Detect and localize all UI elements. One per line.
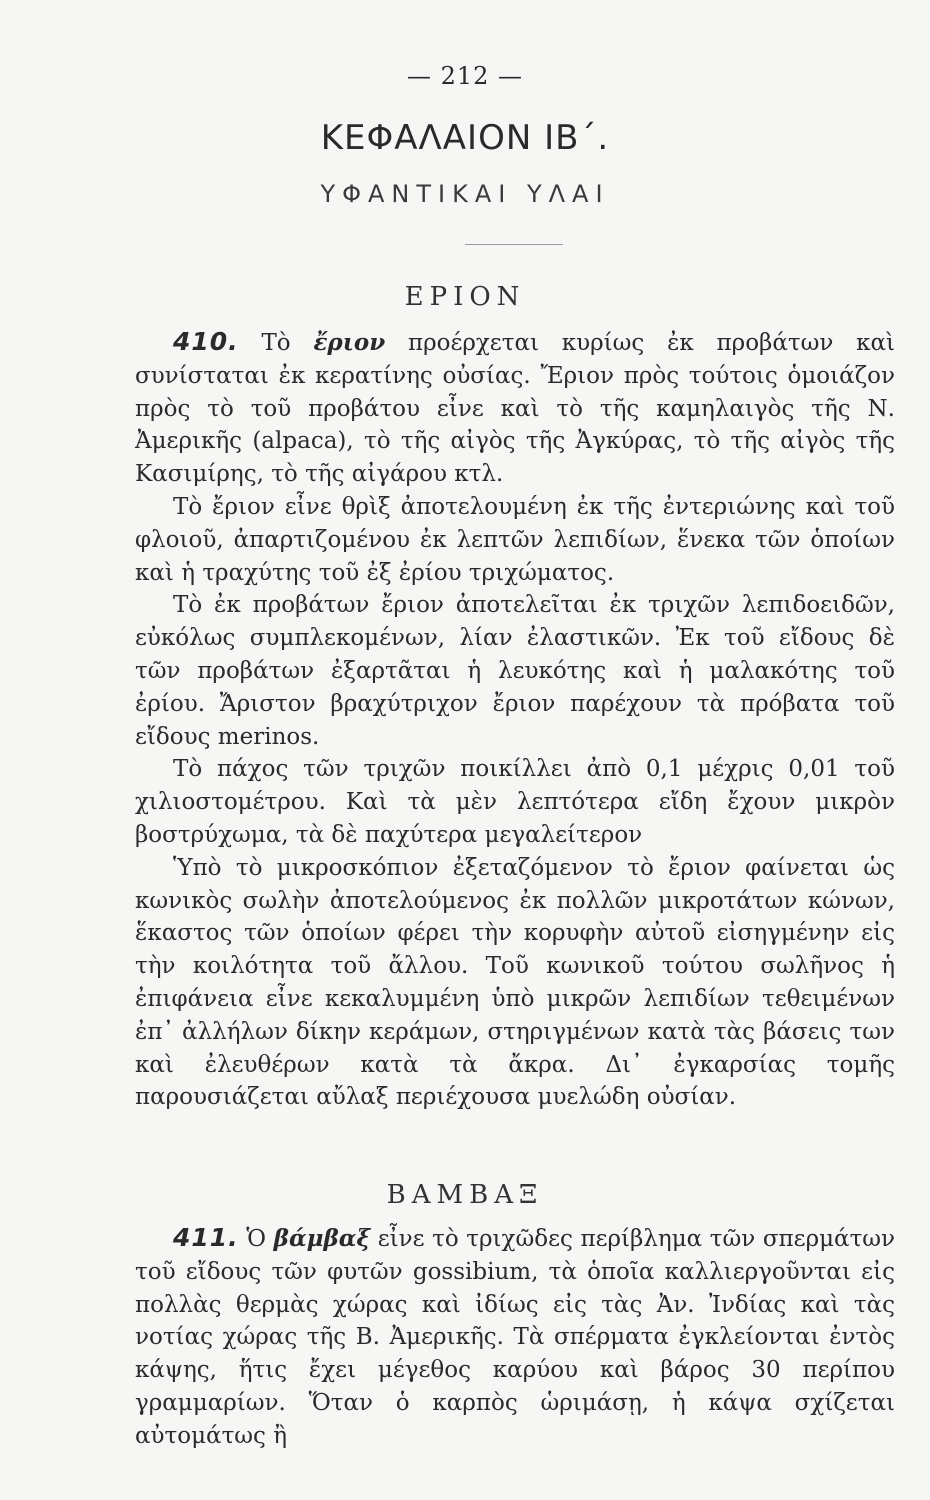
chapter-title: ΚΕΦΑΛΑΙΟΝ ΙΒ΄. [320,118,610,158]
paragraph: Τὸ ἔριον εἶνε θρὶξ ἀποτελουμένη ἐκ τῆς ἐντεριώνης καὶ τοῦ φλοιοῦ, ἀπαρτιζομένου ἐκ λεπτῶν λεπιδίων, ἕνεκα τῶν ὁποίων καὶ ἡ τραχύτης τοῦ ἐξ ἐρίου τριχώματος. [135,493,895,586]
term-wool: ἔριον [313,329,386,356]
divider-rule [465,244,563,245]
paragraph-number: 411. [173,1223,239,1252]
chapter-subtitle: ΥΦΑΝΤΙΚΑΙ ΥΛΑΙ [320,180,610,208]
section-body-wool [135,326,895,1114]
paragraph-text: προέρχεται κυρίως ἐκ προβάτων καὶ συνίσταται ἐκ κερατίνης οὐσίας. Ἔριον πρὸς τούτοις ὁμοιάζον πρὸς τὸ τοῦ προβάτου εἶνε καὶ τὸ τῆς καμηλαιγὸς τῆς Ν. Ἀμερικῆς (alpaca), τὸ τῆς αἰγὸς τῆς Ἀγκύρας, τὸ τῆς αἰγὸς τῆς Κασιμίρης, τὸ τῆς αἰγάρου κτλ. [135,330,896,488]
page-number: — 212 — [406,62,524,90]
paragraph-number: 410. [173,327,239,356]
paragraph-411 [135,1222,895,1453]
section-heading-wool: ΕΡΙΟΝ [404,282,526,312]
paragraph: Ὑπὸ τὸ μικροσκόπιον ἐξεταζόμενον τὸ ἔριον φαίνεται ὡς κωνικὸς σωλὴν ἀποτελούμενος ἐκ πολλῶν μικροτάτων κώνων, ἕκαστος τῶν ὁποίων φέρει τὴν κορυφὴν αὐτοῦ εἰσηγμένην εἰς τὴν κοιλότητα τοῦ ἄλλου. Τοῦ κωνικοῦ τούτου σωλῆνος ἡ ἐπιφάνεια εἶνε κεκαλυμμένη ὑπὸ μικρῶν λεπιδίων τεθειμένων ἐπ᾿ ἀλλήλων δίκην κεράμων, στηριγμένων κατὰ τὰς βάσεις των καὶ ἐλευθέρων κατὰ τὰ ἄκρα. Δι᾿ ἐγκαρσίας τομῆς παρουσιάζεται αὔλαξ περιέχουσα μυελώδη οὐσίαν. [135,854,895,1111]
section-body-cotton [135,1222,895,1453]
paragraph: Τὸ ἐκ προβάτων ἔριον ἀποτελεῖται ἐκ τριχῶν λεπιδοειδῶν, εὐκόλως συμπλεκομένων, λίαν ἐλαστικῶν. Ἐκ τοῦ εἴδους δὲ τῶν προβάτων ἐξαρτᾶται ἡ λευκότης καὶ ἡ μαλακότης τοῦ ἐρίου. Ἄριστον βραχύτριχον ἔριον παρέχουν τὰ πρόβατα τοῦ εἴδους merinos. [135,592,895,750]
paragraph-410 [135,326,895,491]
section-heading-cotton: ΒΑΜΒΑΞ [386,1180,544,1210]
paragraph-lead: Τὸ [261,330,291,356]
paragraph-lead: Ὁ [246,1226,267,1252]
paragraph: Τὸ πάχος τῶν τριχῶν ποικίλλει ἀπὸ 0,1 μέχρις 0,01 τοῦ χιλιοστομέτρου. Καὶ τὰ μὲν λεπτότερα εἴδη ἔχουν μικρὸν βοστρύχωμα, τὰ δὲ παχύτερα μεγαλείτερον [135,756,895,848]
paragraph-text: εἶνε τὸ τριχῶδες περίβλημα τῶν σπερμάτων τοῦ εἴδους τῶν φυτῶν gossibium, τὰ ὁποῖα καλλιεργοῦνται εἰς πολλὰς θερμὰς χώρας καὶ ἰδίως εἰς τὰς Ἀν. Ἰνδίας καὶ τὰς νοτίας χώρας τῆς Β. Ἀμερικῆς. Τὰ σπέρματα ἐγκλείονται ἐντὸς κάψης, ἥτις ἔχει μέγεθος καρύου καὶ βάρος 30 περίπου γραμμαρίων. Ὅταν ὁ καρπὸς ὡριμάσῃ, ἡ κάψα σχίζεται αὐτομάτως ἢ [135,1226,896,1449]
term-cotton: βάμβαξ [273,1225,371,1252]
